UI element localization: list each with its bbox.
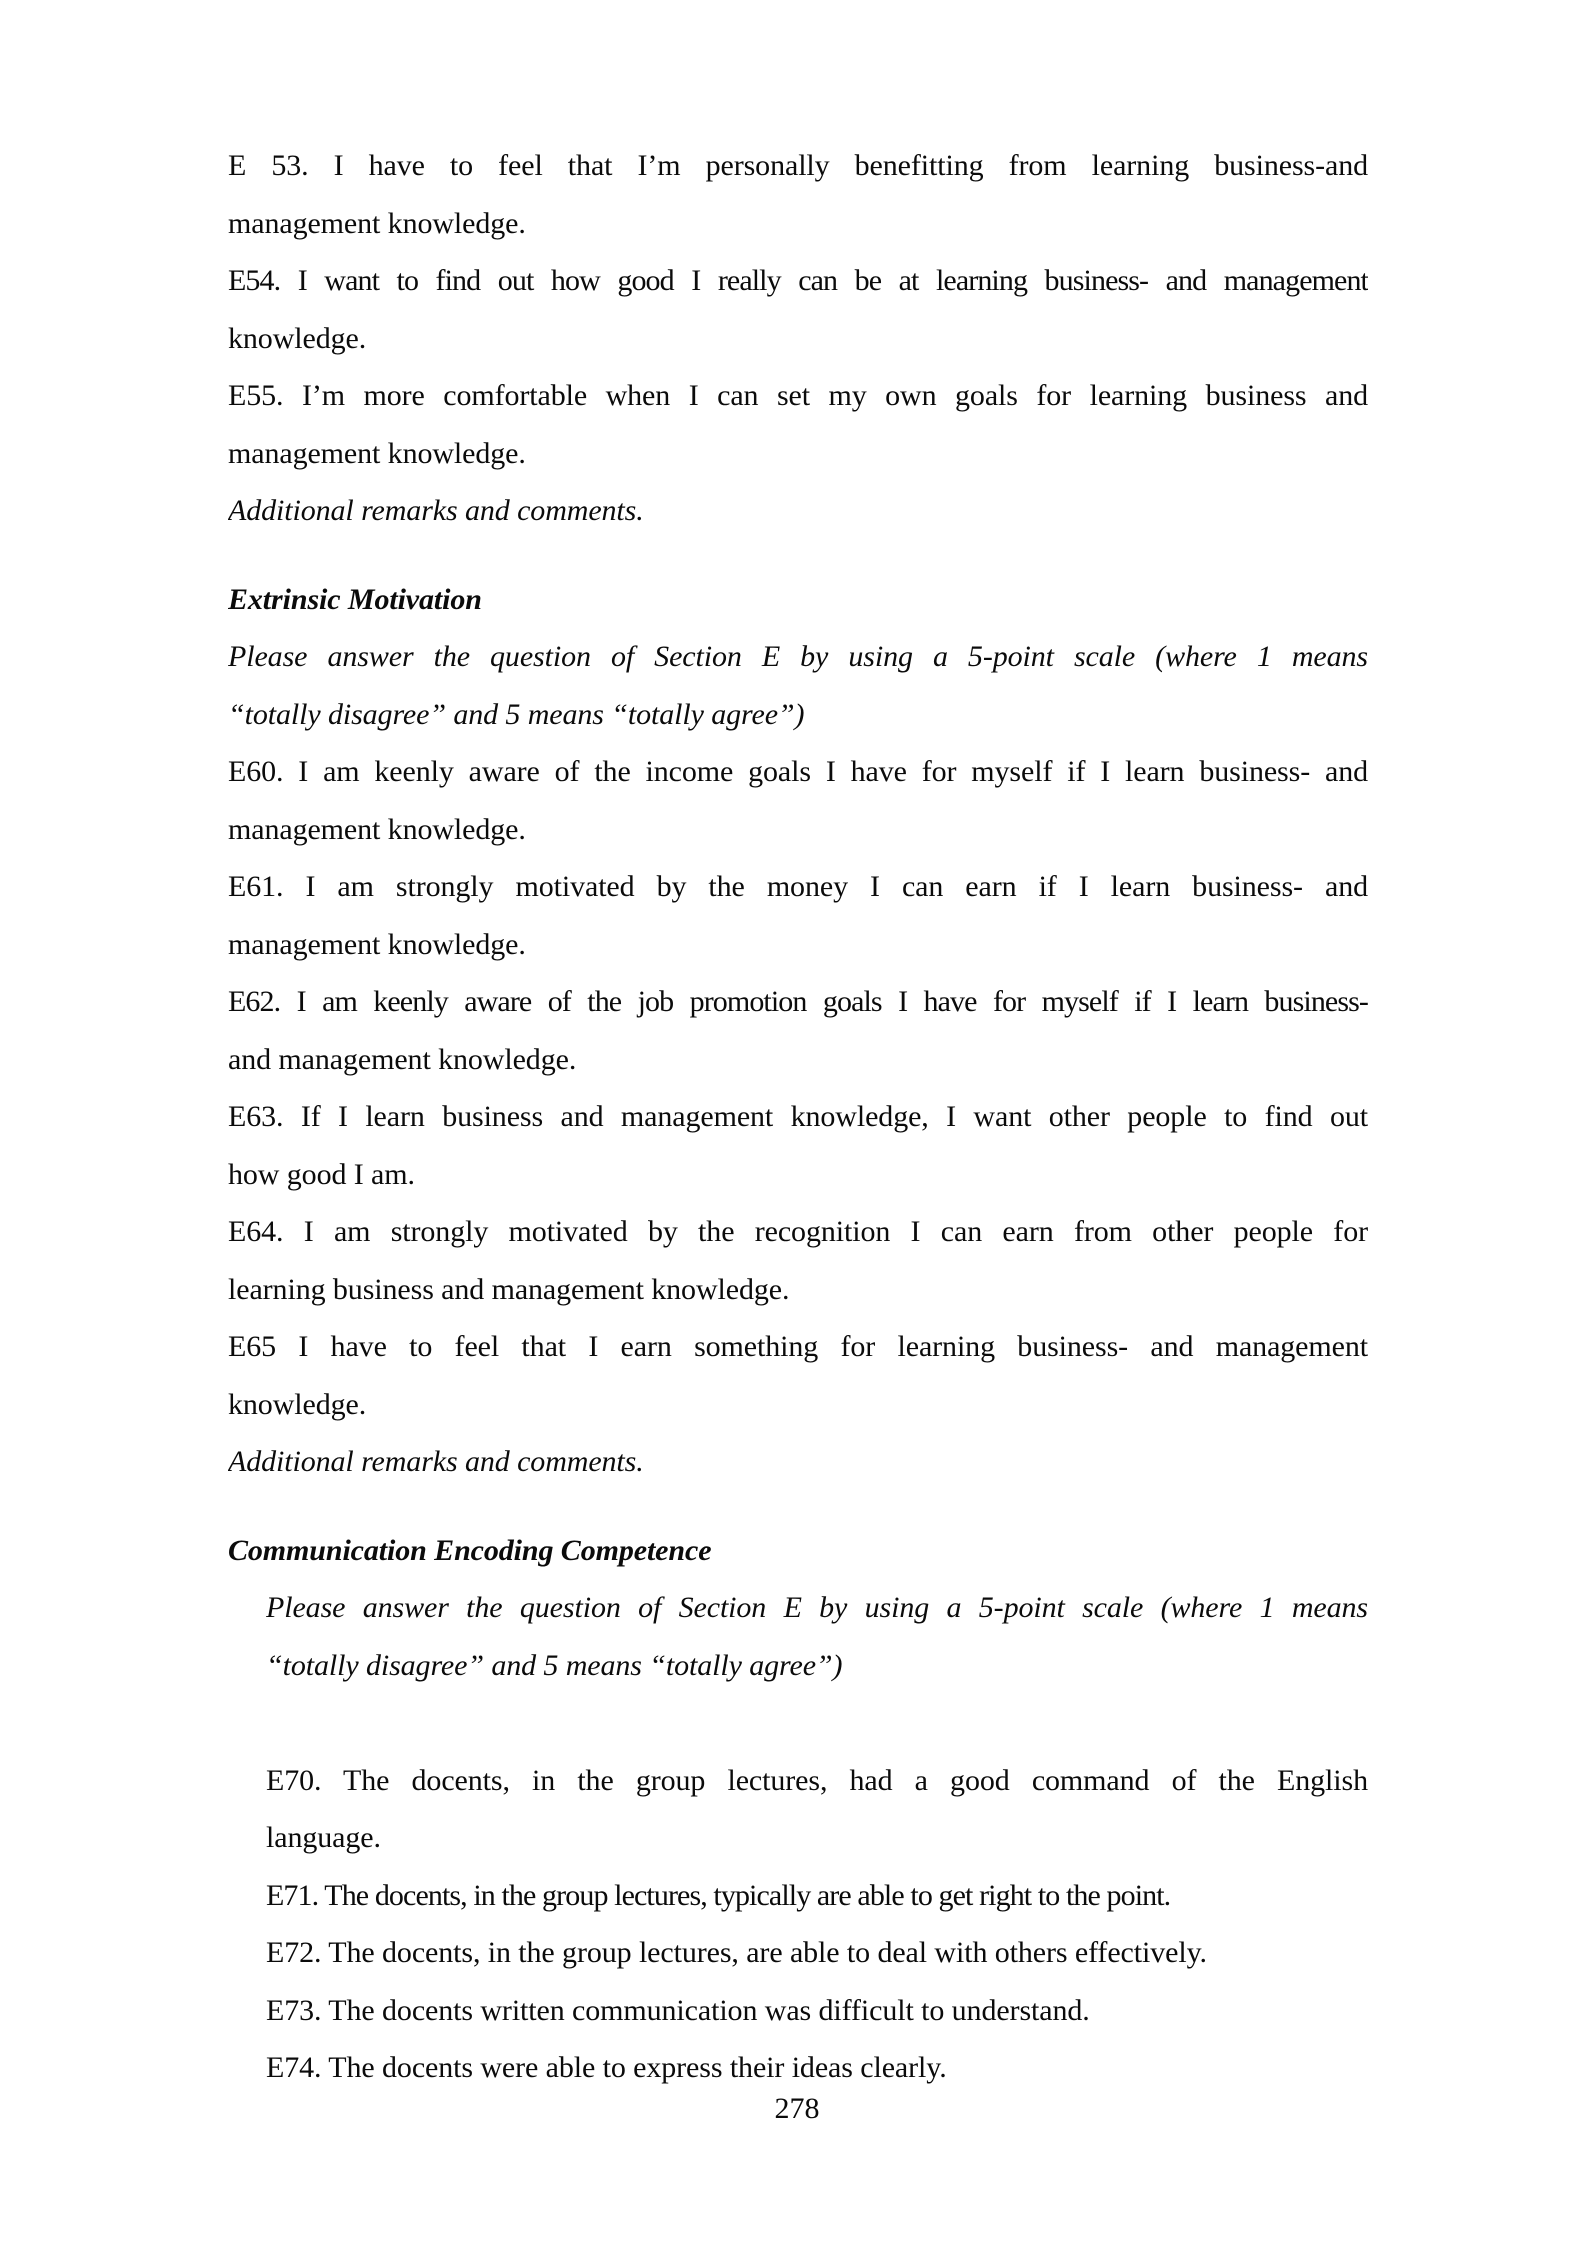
section-heading-communication-encoding-competence: Communication Encoding Competence [228, 1533, 712, 1567]
instruction-line: “totally disagree” and 5 means “totally agree”) [266, 1648, 843, 1682]
document-body [228, 137, 1368, 2097]
text-line: knowledge. [228, 321, 367, 355]
text-line: how good I am. [228, 1157, 415, 1191]
text-line: E73. The docents written communication was difficult to understand. [266, 1993, 1090, 2027]
text-line: knowledge. [228, 1387, 367, 1421]
text-line: E63. If I learn business and management knowledge, I want other people to find out [228, 1100, 1368, 1133]
text-line: E60. I am keenly aware of the income goals I have for myself if I learn business- and [228, 755, 1368, 788]
text-line: management knowledge. [228, 812, 526, 846]
text-line: management knowledge. [228, 927, 526, 961]
instruction-line: “totally disagree” and 5 means “totally agree”) [228, 697, 805, 731]
text-line: and management knowledge. [228, 1042, 577, 1076]
additional-remarks-line: Additional remarks and comments. [228, 494, 644, 527]
section-heading-extrinsic-motivation: Extrinsic Motivation [228, 582, 482, 616]
text-line: learning business and management knowledge. [228, 1272, 790, 1306]
text-line: E64. I am strongly motivated by the recognition I can earn from other people for [228, 1215, 1368, 1248]
instruction-line: Please answer the question of Section E by using a 5-point scale (where 1 means [266, 1591, 1368, 1624]
blank-line [228, 1694, 1368, 1752]
instruction-line: Please answer the question of Section E by using a 5-point scale (where 1 means [228, 640, 1368, 673]
text-line: E 53. I have to feel that I’m personally benefitting from learning business-and [228, 149, 1368, 182]
text-line: E72. The docents, in the group lectures, are able to deal with others effectively. [266, 1936, 1207, 1969]
text-line: E65 I have to feel that I earn something for learning business- and management [228, 1330, 1368, 1363]
text-line: E70. The docents, in the group lectures, had a good command of the English [266, 1763, 1368, 1797]
text-line: E71. The docents, in the group lectures, typically are able to get right to the point. [266, 1878, 1171, 1912]
text-line: language. [266, 1821, 381, 1854]
text-line: E61. I am strongly motivated by the money I can earn if I learn business- and [228, 870, 1368, 903]
text-line: E54. I want to find out how good I really can be at learning business- and management [228, 264, 1368, 297]
text-line: E55. I’m more comfortable when I can set my own goals for learning business and [228, 379, 1368, 412]
text-line: E74. The docents were able to express their ideas clearly. [266, 2051, 947, 2084]
text-line: E62. I am keenly aware of the job promotion goals I have for myself if I learn business- [228, 985, 1368, 1018]
text-line: management knowledge. [228, 436, 526, 470]
page-number: 278 [774, 2092, 820, 2125]
text-line: management knowledge. [228, 206, 526, 240]
additional-remarks-line: Additional remarks and comments. [228, 1445, 644, 1478]
